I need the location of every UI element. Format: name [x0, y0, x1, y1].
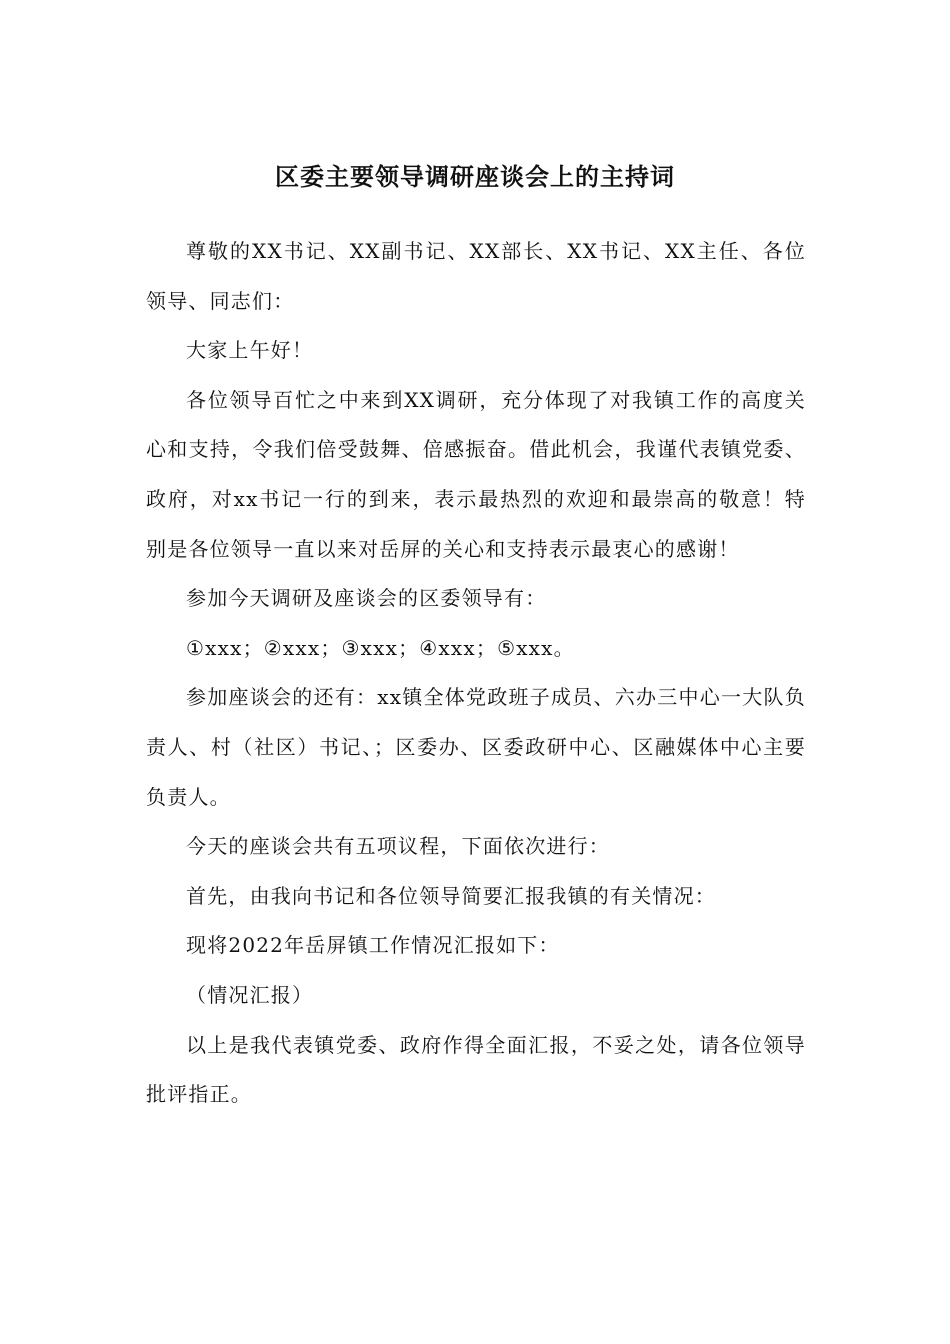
- paragraph-agenda: 今天的座谈会共有五项议程，下面依次进行：: [186, 834, 610, 859]
- paragraph-report-placeholder: （情况汇报）: [186, 982, 314, 1007]
- document-title: 区委主要领导调研座谈会上的主持词: [275, 162, 675, 191]
- paragraph-attendees: 参加座谈会的还有：xx镇全体党政班子成员、六办三中心一大队负责人、村（社区）书记、；区委办、区委政研中心、区融媒体中心主要负责人。: [146, 685, 806, 809]
- paragraph-greeting: 大家上午好！: [186, 338, 314, 363]
- paragraph-first-item: 首先，由我向书记和各位领导简要汇报我镇的有关情况：: [186, 883, 716, 908]
- paragraph-welcome: 各位领导百忙之中来到XX调研，充分体现了对我镇工作的高度关心和支持，令我们倍受鼓舞、倍感振奋。借此机会，我谨代表镇党委、政府，对xx书记一行的到来，表示最热烈的欢迎和最崇高的敬意！特别是各位领导一直以来对岳屏的关心和支持表示最衷心的感谢！: [146, 387, 806, 561]
- paragraph-report-intro: 现将2022年岳屏镇工作情况汇报如下：: [186, 933, 560, 958]
- paragraph-closing: 以上是我代表镇党委、政府作得全面汇报，不妥之处，请各位领导批评指正。: [146, 1032, 806, 1107]
- paragraph-leaders-intro: 参加今天调研及座谈会的区委领导有：: [186, 586, 547, 611]
- document-body: [146, 227, 806, 1120]
- paragraph-salutation: 尊敬的XX书记、XX副书记、XX部长、XX书记、XX主任、各位领导、同志们：: [146, 239, 806, 313]
- paragraph-leaders-list: ①xxx；②xxx；③xxx；④xxx；⑤xxx。: [186, 635, 575, 660]
